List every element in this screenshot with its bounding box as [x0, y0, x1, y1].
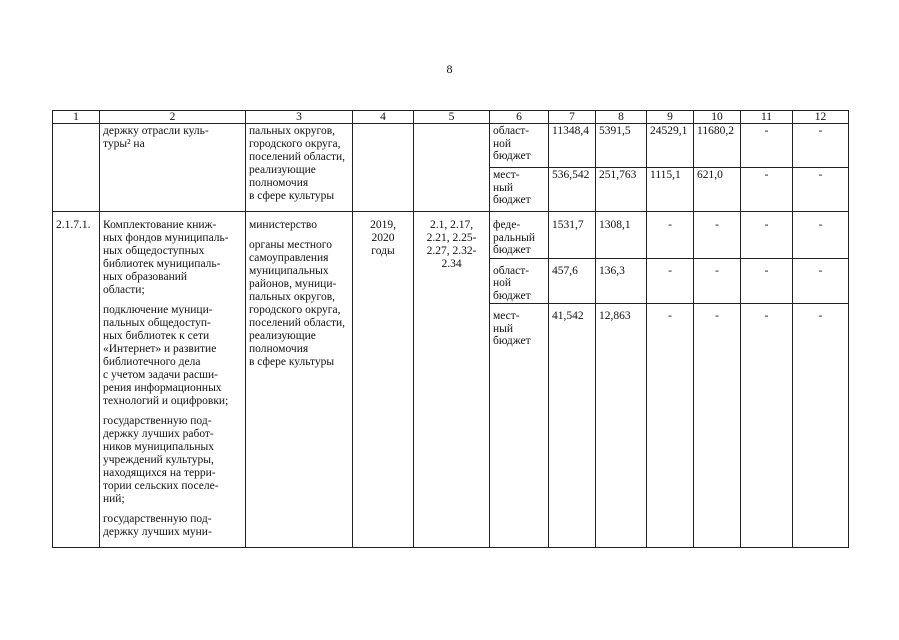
- column-number: 5: [414, 111, 490, 124]
- value-col7: 457,6: [549, 258, 596, 304]
- value-col11: -: [741, 124, 793, 168]
- value-col7: 536,542: [549, 168, 596, 212]
- program-measures-table: [52, 110, 849, 548]
- value-col10: -: [694, 258, 741, 304]
- column-number: 6: [490, 111, 549, 124]
- measure-paragraph: подключение муници- пальных общедоступ- ных библиотек к сети «Интернет» и развитие библиотечного дела с учетом задачи расши- рения информационных технологий и оцифровки;: [103, 304, 229, 407]
- value-col10: 11680,2: [694, 124, 741, 168]
- column-number: 4: [353, 111, 414, 124]
- value-col10: -: [694, 212, 741, 259]
- measure-paragraph: Комплектование книж- ных фондов муниципаль- ных общедоступных библиотек муниципаль- ных образований области;: [103, 219, 229, 296]
- value-col9: 1115,1: [647, 168, 694, 212]
- value-col9: -: [647, 258, 694, 304]
- value-col10: -: [694, 304, 741, 548]
- value-col9: -: [647, 304, 694, 548]
- measure-row: [53, 212, 849, 259]
- value-col8: 5391,5: [596, 124, 647, 168]
- item-number-cell: [53, 124, 100, 212]
- value-col12: -: [793, 212, 849, 259]
- value-col10: 621,0: [694, 168, 741, 212]
- value-col8: 251,763: [596, 168, 647, 212]
- budget-source: област- ной бюджет: [490, 258, 549, 304]
- value-col8: 136,3: [596, 258, 647, 304]
- column-number-row: [53, 111, 849, 124]
- value-col12: -: [793, 168, 849, 212]
- value-col11: -: [741, 212, 793, 259]
- links-cell: [414, 124, 490, 212]
- executor-paragraph: органы местного самоуправления муниципальных районов, муници- пальных округов, городского округа, поселений области, реализующие полномочия в сфере культуры: [249, 239, 346, 368]
- column-number: 9: [647, 111, 694, 124]
- value-col12: -: [793, 124, 849, 168]
- budget-source: мест- ный бюджет: [490, 168, 549, 212]
- executor-cell: [246, 212, 353, 548]
- executor-text: пальных округов, городского округа, поселений области, реализующие полномочия в сфере культуры: [249, 125, 346, 202]
- executor-paragraph: министерство: [249, 219, 317, 231]
- continued-row: [53, 124, 849, 168]
- budget-source: област- ной бюджет: [490, 124, 549, 168]
- value-col11: -: [741, 258, 793, 304]
- value-col9: 24529,1: [647, 124, 694, 168]
- column-number: 11: [741, 111, 793, 124]
- value-col8: 12,863: [596, 304, 647, 548]
- value-col7: 1531,7: [549, 212, 596, 259]
- item-number: 2.1.7.1.: [53, 212, 100, 548]
- column-number: 2: [100, 111, 246, 124]
- measure-paragraph: государственную под- держку лучших работ- ников муниципальных учреждений культуры, находящихся на терри- тории сельских поселе- ний;: [103, 415, 219, 505]
- column-number: 3: [246, 111, 353, 124]
- column-number: 7: [549, 111, 596, 124]
- measure-text: держку отрасли куль- туры² на: [103, 125, 209, 150]
- column-number: 8: [596, 111, 647, 124]
- value-col12: -: [793, 304, 849, 548]
- value-col11: -: [741, 304, 793, 548]
- value-col7: 41,542: [549, 304, 596, 548]
- years-cell: [353, 124, 414, 212]
- page-number: 8: [446, 62, 453, 76]
- executor-cell: [246, 124, 353, 212]
- measure-cell: [100, 124, 246, 212]
- linked-indicators: 2.1, 2.17, 2.21, 2.25- 2.27, 2.32- 2.34: [414, 212, 490, 548]
- measure-paragraph: государственную под- держку лучших муни-: [103, 513, 212, 538]
- measure-cell: [100, 212, 246, 548]
- column-number: 10: [694, 111, 741, 124]
- value-col8: 1308,1: [596, 212, 647, 259]
- column-number: 1: [53, 111, 100, 124]
- budget-source: феде- ральный бюджет: [490, 212, 549, 259]
- value-col7: 11348,4: [549, 124, 596, 168]
- budget-source: мест- ный бюджет: [490, 304, 549, 548]
- years: 2019, 2020 годы: [353, 212, 414, 548]
- value-col11: -: [741, 168, 793, 212]
- value-col9: -: [647, 212, 694, 259]
- column-number: 12: [793, 111, 849, 124]
- value-col12: -: [793, 258, 849, 304]
